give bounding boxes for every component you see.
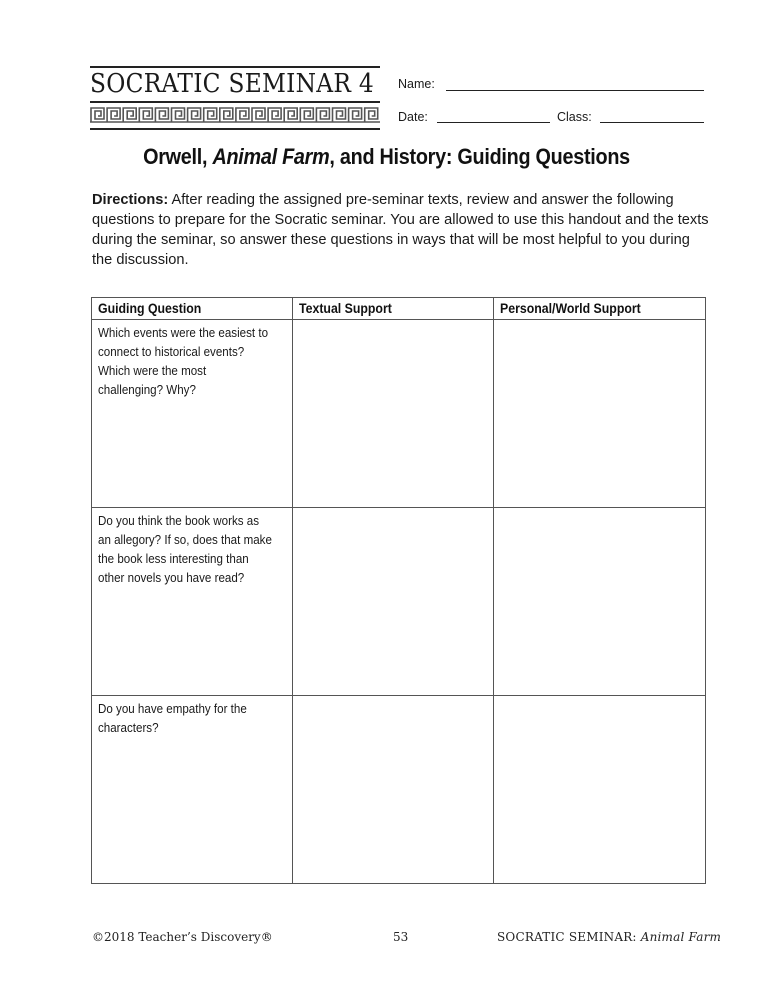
greek-key-unit — [91, 108, 104, 122]
footer-book-name: Animal Farm — [640, 930, 722, 944]
header-guiding-question — [92, 298, 293, 320]
personal-support-cell[interactable] — [494, 508, 706, 696]
textual-support-cell[interactable] — [293, 320, 494, 508]
greek-key-unit — [236, 108, 249, 122]
greek-key-unit — [349, 108, 362, 122]
guiding-questions-table — [91, 297, 706, 884]
logo-bottom-rule — [90, 128, 380, 130]
title-part-1: Orwell, — [143, 144, 213, 169]
header-label: Textual Support — [299, 301, 392, 316]
greek-key-unit — [188, 108, 201, 122]
question-text: Which events were the easiest to connect to historical events? Which were the most challenging? Why? — [98, 326, 269, 397]
greek-key-unit — [316, 108, 329, 122]
greek-key-unit — [204, 108, 217, 122]
header-label: Personal/World Support — [500, 301, 641, 316]
name-label: Name: — [398, 77, 435, 91]
socratic-seminar-logo — [90, 66, 380, 132]
table-row — [92, 508, 706, 696]
footer-series — [497, 930, 721, 944]
question-cell — [92, 320, 293, 508]
question-cell — [92, 508, 293, 696]
table-header-row — [92, 298, 706, 320]
class-label: Class: — [557, 110, 592, 124]
directions-label: Directions: — [92, 192, 169, 208]
greek-key-unit — [365, 108, 378, 122]
date-label: Date: — [398, 110, 428, 124]
header-label: Guiding Question — [98, 301, 202, 316]
personal-support-cell[interactable] — [494, 320, 706, 508]
page-title — [39, 144, 735, 170]
greek-key-unit — [333, 108, 346, 122]
title-part-2: , and History: Guiding Questions — [329, 144, 630, 169]
textual-support-cell[interactable] — [293, 696, 494, 884]
question-cell — [92, 696, 293, 884]
footer-page-number: 53 — [393, 930, 409, 944]
logo-title: SOCRATIC SEMINAR 4 — [90, 68, 374, 99]
greek-key-border — [90, 106, 380, 124]
greek-key-unit — [220, 108, 233, 122]
table-row — [92, 696, 706, 884]
header-textual-support — [293, 298, 494, 320]
title-book-name: Animal Farm — [212, 144, 330, 169]
greek-key-unit — [300, 108, 313, 122]
textual-support-cell[interactable] — [293, 508, 494, 696]
logo-mid-rule — [90, 101, 380, 103]
name-field[interactable] — [446, 90, 704, 91]
greek-key-unit — [123, 108, 136, 122]
class-field[interactable] — [600, 122, 704, 123]
question-text: Do you have empathy for the characters? — [98, 702, 247, 735]
directions — [92, 190, 712, 270]
greek-key-unit — [252, 108, 265, 122]
greek-key-unit — [107, 108, 120, 122]
greek-key-unit — [172, 108, 185, 122]
greek-key-unit — [284, 108, 297, 122]
date-field[interactable] — [437, 122, 550, 123]
directions-text: After reading the assigned pre-seminar texts, review and answer the following questions to prepare for the Socratic seminar. You are allowed to use this handout and the texts during the seminar, so answer these questions in ways that will be most helpful to you during the discussion. — [92, 192, 709, 268]
greek-key-unit — [155, 108, 168, 122]
footer-series-label: SOCRATIC SEMINAR: — [497, 930, 641, 944]
greek-key-unit — [268, 108, 281, 122]
footer-copyright: ©2018 Teacher’s Discovery® — [92, 930, 273, 944]
table-row — [92, 320, 706, 508]
question-text: Do you think the book works as an allegory? If so, does that make the book less interesting than other novels you have read? — [98, 514, 272, 585]
header-personal-world-support — [494, 298, 706, 320]
personal-support-cell[interactable] — [494, 696, 706, 884]
greek-key-unit — [139, 108, 152, 122]
